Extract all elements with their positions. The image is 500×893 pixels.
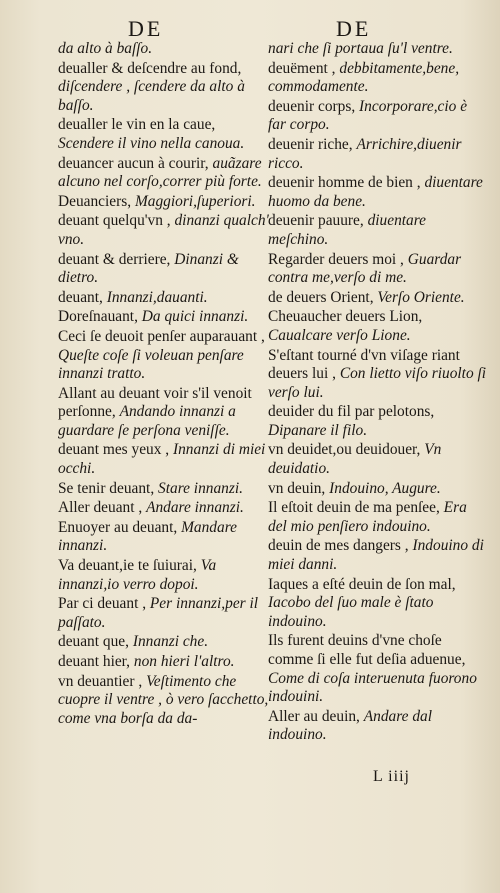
dictionary-entry bbox=[265, 308, 487, 345]
italian-translation: Mandare innanzi. bbox=[58, 518, 237, 555]
italian-translation: Era del mio penſiero indouino. bbox=[268, 499, 467, 535]
french-term: Deuanciers, bbox=[58, 192, 132, 210]
italian-translation: Queſte coſe ſi voleuan penſare innanzi tratto. bbox=[58, 346, 244, 383]
italian-translation: Indouino, Augure. bbox=[329, 479, 441, 497]
french-term: deuëment , bbox=[268, 59, 336, 77]
french-term: deuant & derriere, bbox=[58, 250, 171, 268]
italian-translation: Andare dal indouino. bbox=[268, 707, 433, 744]
dictionary-entry bbox=[58, 385, 273, 441]
french-term: Ils furent deuins d'vne choſe comme ſi elle fut deſia aduenue, bbox=[268, 632, 466, 668]
italian-translation: Vn deuidatio. bbox=[268, 441, 442, 478]
italian-translation: Dinanzi & dietro. bbox=[58, 250, 239, 287]
dictionary-entry bbox=[265, 708, 487, 745]
italian-translation: Dipanare il filo. bbox=[268, 421, 368, 439]
french-term: Allant au deuant voir s'il venoit perſonne, bbox=[58, 384, 252, 421]
dictionary-entry bbox=[265, 136, 487, 173]
french-term: deuant quelqu'vn , bbox=[58, 212, 171, 230]
french-term: Regarder deuers moi , bbox=[268, 250, 404, 268]
dictionary-entry bbox=[58, 60, 273, 116]
dictionary-entry bbox=[58, 328, 273, 384]
italian-translation: dinanzi qualch' vno. bbox=[58, 212, 269, 248]
italian-translation: diuentare huomo da bene. bbox=[268, 174, 483, 210]
dictionary-entry bbox=[265, 403, 487, 440]
dictionary-entry bbox=[265, 212, 487, 249]
italian-translation: Stare innanzi. bbox=[158, 479, 243, 497]
running-head-left: DE bbox=[128, 16, 164, 41]
italian-translation: Indouino di miei danni. bbox=[268, 537, 484, 574]
french-term: deuant hier, bbox=[58, 653, 131, 670]
french-term: deuancer aucun à courir, bbox=[58, 154, 209, 172]
dictionary-entry bbox=[265, 441, 487, 478]
french-term: deualler le vin en la caue, bbox=[58, 116, 216, 134]
dictionary-entry bbox=[58, 308, 273, 327]
dictionary-entry bbox=[58, 557, 273, 594]
french-term: vn deuidet,ou deuidouer, bbox=[268, 441, 421, 459]
french-term: deuider du fil par pelotons, bbox=[268, 403, 435, 421]
dictionary-entry bbox=[58, 251, 273, 288]
french-term: deuin de mes dangers , bbox=[268, 537, 409, 555]
french-term: deuant, bbox=[58, 288, 103, 306]
french-term: Il eſtoit deuin de ma penſee, bbox=[268, 499, 440, 517]
italian-translation: Iacobo del ſuo male è ſtato indouino. bbox=[268, 594, 434, 630]
italian-translation: Innanzi che. bbox=[132, 633, 209, 651]
italian-translation: auãzare alcuno nel corſo,correr più forte. bbox=[58, 154, 262, 191]
dictionary-entry bbox=[58, 441, 273, 478]
french-term: Aller au deuin, bbox=[268, 707, 360, 725]
dictionary-entry bbox=[58, 155, 273, 192]
french-term: deuenir homme de bien , bbox=[268, 174, 421, 192]
french-term: Iaques a eſté deuin de ſon mal, bbox=[268, 575, 456, 593]
french-term: deuant que, bbox=[58, 633, 129, 651]
dictionary-entry bbox=[58, 519, 273, 556]
french-term: Enuoyer au deuant, bbox=[58, 518, 178, 536]
italian-translation: Va innanzi,io verro dopoi. bbox=[58, 557, 217, 593]
italian-translation: da alto à baſſo. bbox=[58, 40, 153, 57]
italian-translation: nari che ſi portaua ſu'l ventre. bbox=[268, 40, 453, 57]
dictionary-entry bbox=[265, 98, 487, 135]
french-term: Ceci ſe deuoit penſer auparauant , bbox=[58, 327, 265, 345]
italian-translation: Andando innanzi a guardare ſe perſona veniſſe. bbox=[58, 403, 236, 439]
dictionary-entry bbox=[265, 289, 487, 308]
dictionary-entry bbox=[265, 40, 487, 59]
french-term: Doreſnauant, bbox=[58, 308, 138, 326]
dictionary-entry bbox=[265, 480, 487, 499]
dictionary-entry bbox=[58, 480, 273, 499]
dictionary-entry bbox=[58, 116, 273, 153]
french-term: vn deuantier , bbox=[58, 672, 143, 690]
italian-translation: Con lietto viſo riuolto ſi verſo lui. bbox=[268, 365, 487, 401]
italian-translation: Maggiori,ſuperiori. bbox=[134, 192, 256, 210]
dictionary-entry bbox=[265, 632, 487, 706]
italian-translation: diſcendere , ſcendere da alto à baſſo. bbox=[58, 78, 245, 114]
french-term: deuenir riche, bbox=[268, 135, 353, 153]
dictionary-entry bbox=[265, 174, 487, 211]
italian-translation: Per innanzi,per il paſſato. bbox=[58, 595, 259, 631]
italian-translation: Innanzi di miei occhi. bbox=[58, 441, 266, 478]
dictionary-entry bbox=[265, 499, 487, 536]
french-term: Se tenir deuant, bbox=[58, 479, 155, 497]
dictionary-entry bbox=[58, 289, 273, 308]
french-term: Va deuant,ie te ſuiurai, bbox=[58, 557, 197, 575]
dictionary-entry bbox=[58, 40, 273, 59]
italian-translation: non hieri l'altro. bbox=[133, 653, 235, 670]
dictionary-entry bbox=[265, 576, 487, 632]
dictionary-entry bbox=[265, 60, 487, 97]
italian-translation: Innanzi,dauanti. bbox=[106, 288, 208, 306]
dictionary-entry bbox=[58, 653, 273, 672]
italian-translation: Scendere il vino nella canoua. bbox=[58, 134, 245, 152]
italian-translation: Veſtimento che cuopre il ventre , ò vero ſacchetto, come vna borſa da da- bbox=[58, 672, 269, 727]
dictionary-entry bbox=[58, 499, 273, 518]
italian-translation: Andare innanzi. bbox=[146, 499, 244, 517]
french-term: Aller deuant , bbox=[58, 499, 143, 517]
italian-translation: Incorporare,cio è far corpo. bbox=[268, 97, 468, 134]
french-term: S'eſtant tourné d'vn viſage riant deuers lui , bbox=[268, 346, 460, 383]
signature-mark: L iiij bbox=[373, 768, 410, 785]
dictionary-entry bbox=[58, 673, 273, 729]
french-term: deuenir pauure, bbox=[268, 212, 364, 230]
italian-translation: Da quici innanzi. bbox=[141, 308, 249, 326]
dictionary-entry bbox=[58, 212, 273, 249]
dictionary-entry bbox=[265, 537, 487, 574]
italian-translation: Come di coſa interuenuta fuorono indouini. bbox=[268, 669, 477, 706]
french-term: Par ci deuant , bbox=[58, 595, 147, 613]
italian-translation: Arrichire,diuenir ricco. bbox=[268, 135, 462, 172]
french-term: de deuers Orient, bbox=[268, 288, 374, 306]
right-column bbox=[265, 40, 487, 746]
french-term: vn deuin, bbox=[268, 479, 326, 497]
french-term: Cheuaucher deuers Lion, bbox=[268, 308, 423, 326]
dictionary-entry bbox=[58, 193, 273, 212]
italian-translation: Guardar contra me,verſo di me. bbox=[268, 250, 462, 287]
italian-translation: Verſo Oriente. bbox=[377, 288, 465, 306]
italian-translation: diuentare meſchino. bbox=[268, 212, 426, 248]
italian-translation: Caualcare verſo Lione. bbox=[268, 326, 411, 344]
dictionary-entry bbox=[58, 595, 273, 632]
french-term: deuenir corps, bbox=[268, 97, 356, 115]
dictionary-entry bbox=[58, 633, 273, 652]
dictionary-entry bbox=[265, 251, 487, 288]
running-head-right: DE bbox=[336, 16, 372, 41]
left-column bbox=[58, 40, 273, 729]
french-term: deuant mes yeux , bbox=[58, 441, 170, 459]
french-term: deualler & deſcendre au fond, bbox=[58, 59, 242, 77]
italian-translation: debbitamente,bene, commodamente. bbox=[268, 59, 460, 96]
dictionary-entry bbox=[265, 347, 487, 403]
